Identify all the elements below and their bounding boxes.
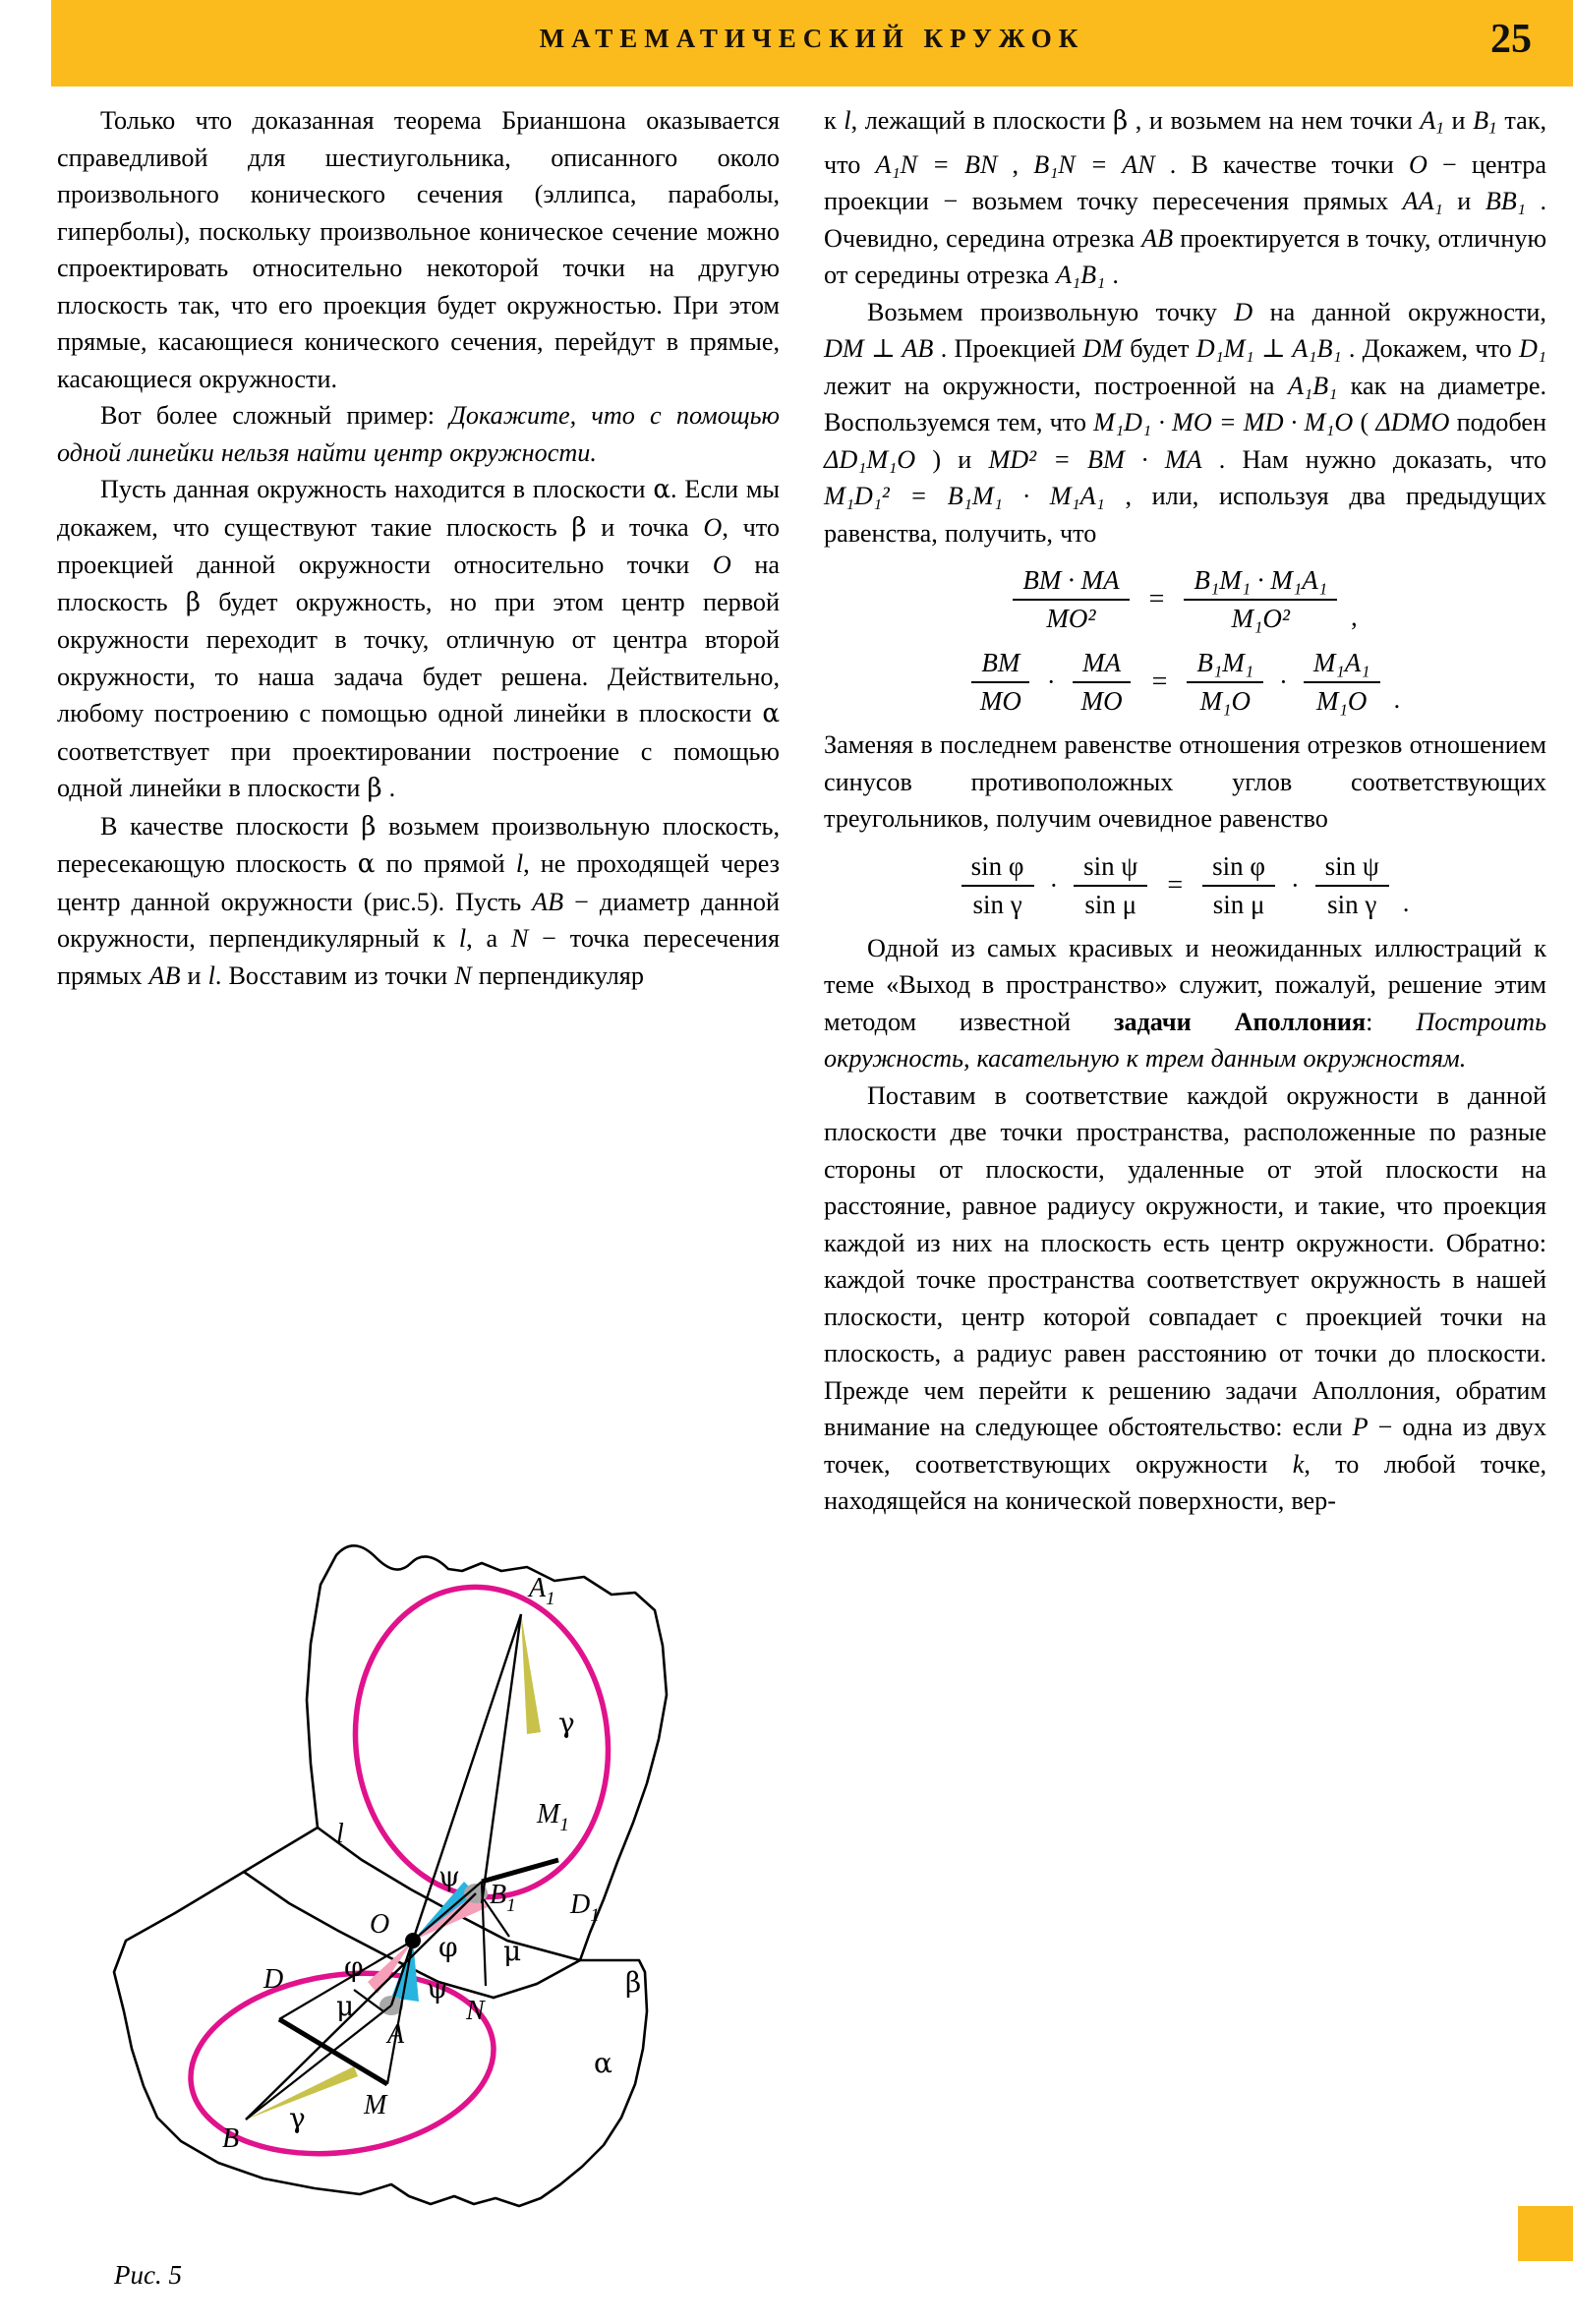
equals-sign: = [1148,584,1165,615]
right-column [824,102,1546,1520]
math-segment-DM: DM [1082,334,1123,364]
math-equation-A1N-BN: A₁N = BN [875,149,998,179]
fraction-B1M1-M1A1-over-M1O2: $\frac{\text{B₁M₁ · M₁A₁}}{\text{M₁O²}}$ [1184,565,1337,634]
page-title: МАТЕМАТИЧЕСКИЙ КРУЖОК [539,24,1085,53]
math-equation-MD-squared: MD² = BM · MA [988,444,1202,474]
display-equation-1 [824,565,1546,634]
math-point-B1: $B_1$ [1473,106,1497,138]
fraction-sinphi-over-singamma: $\frac{\text{sin φ}}{\text{sin γ}}$ [961,851,1034,920]
math-point-O: O [703,512,723,542]
period-trailing: . [1393,685,1401,715]
math-equation-M1D1-squared: M₁D₁² = B₁M₁ · M₁A₁ [824,482,1105,511]
math-relation-DM-perp-AB: DM ⊥ AB [824,334,934,364]
math-line-l: l [207,960,215,990]
greek-alpha: α [653,475,671,504]
math-segment-AB: AB [1141,223,1174,253]
fraction-sinpsi-over-singamma: $\frac{\text{sin ψ}}{\text{sin γ}}$ [1315,851,1389,920]
figure-label-mu-right: μ [503,1935,522,1967]
paragraph-apollonius-intro: Одной из самых красивых и неожиданных иллюстраций к теме «Выход в пространство» служит, пожалуй, решение этим методом известной задачи Аполлония: Построить окружность, касательную к трем данным окружностям. [824,933,1546,1074]
paragraph-points-A1B1: к l, лежащий в плоскости β , и возьмем на нем точки $A_1$ и $B_1$ так, что A₁N = BN , B₁N = AN . В качестве точки O − центра проекции − возьмем точку пересечения прямых AA₁ и BB₁ . Очевидно, середина отрезка AB проектируется в точку, отличную от середины отрезка A₁B₁ . [824,106,1547,290]
figure-label-N: N [466,1996,485,2026]
math-equation-B1N-AN: B₁N = AN [1033,149,1155,179]
figure-label-D1: $D_1$ [570,1889,600,1926]
dot-operator: · [1049,870,1059,900]
math-point-A1: $A_1$ [1420,106,1444,138]
figure-label-M1: $M_1$ [537,1799,569,1835]
fraction-MA-over-MO: $\frac{MA}{MO}$ [1072,648,1133,717]
fraction-BM-over-MO: $\frac{BM}{MO}$ [970,648,1031,717]
math-point-O: O [1408,149,1427,179]
figure-label-gamma-top: γ [558,1707,575,1739]
point-O-dot [405,1933,421,1948]
figure-caption: Рис. 5 [114,2260,182,2290]
fraction-B1M1-over-M1O: $\frac{\text{B₁M₁}}{\text{M₁O}}$ [1187,648,1263,717]
paragraph-plane-alpha: Пусть данная окружность находится в плоскости α. Если мы докажем, что существуют такие плоскость β и точка O, что проекцией данной окружности относительно точки O на плоскость β будет окружность, но при этом центр первой окружности переходит в точку, отличную от центра второй окружности, то наша задача будет решена. Действительно, любому построению с помощью одной линейки в плоскости α соответствует при проектировании построение с помощью одной линейки в плоскости β . [57,475,780,803]
math-line-BB1: BB₁ [1485,187,1526,216]
math-line-l: l [458,924,467,953]
math-point-N: N [510,924,529,953]
paragraph-example-intro: Вот более сложный пример: Докажите, что с помощью одной линейки нельзя найти центр окружности. [57,401,780,467]
figure-label-alpha: α [594,2047,612,2079]
paragraph-sine-substitution: Заменяя в последнем равенстве отношения отрезков отношением синусов противоположных углов соответствующих треугольников, получим очевидное равенство [824,730,1546,834]
dot-operator: · [1279,668,1288,697]
page-header-band [51,0,1573,87]
math-point-D1: D₁ [1518,334,1546,364]
corner-decoration-square [1518,2206,1573,2261]
math-triangle-D1M1O: ΔD₁M₁O [824,444,916,474]
figure-label-phi-right: φ [438,1931,458,1963]
figure-label-B1: $B_1$ [490,1880,516,1916]
paragraph-plane-beta: В качестве плоскости β возьмем произвольную плоскость, пересекающую плоскость α по прямой l, не проходящей через центр данной окружности (рис.5). Пусть AB − диаметр данной окружности, перпендикулярный к l, а N − точка пересечения прямых AB и l. Восставим из точки N перпендикуляр [57,811,780,990]
figure-label-M: M [364,2090,387,2121]
math-circle-k: k [1292,1449,1305,1479]
fraction-sinpsi-over-sinmu: $\frac{\text{sin ψ}}{\text{sin μ}}$ [1074,851,1147,920]
paragraph-point-D: Возьмем произвольную точку D на данной окружности, DM ⊥ AB . Проекцией DM будет D₁M₁ ⊥ A₁B₁ . Докажем, что D₁ лежит на окружности, построенной на A₁B₁ как на диаметре. Воспользуемся тем, что M₁D₁ · MO = MD · M₁O ( ΔDMO подобен ΔD₁M₁O ) и MD² = BM · MA . Нам нужно доказать, что M₁D₁² = B₁M₁ · M₁A₁ , или, используя два предыдущих равенства, получить, что [824,297,1547,548]
math-segment-A1B1: A₁B₁ [1056,261,1106,290]
math-line-l: l [844,106,851,135]
greek-beta: β [185,587,202,617]
figure-label-gamma-bottom: γ [289,2102,306,2134]
comma-trailing: , [1351,603,1358,632]
math-point-N: N [454,960,472,990]
math-segment-AB: AB [532,887,564,916]
fraction-sinphi-over-sinmu: $\frac{\text{sin φ}}{\text{sin μ}}$ [1202,851,1275,920]
equals-sign: = [1167,869,1184,901]
math-segment-A1B1: A₁B₁ [1287,371,1338,400]
figure-label-O: O [370,1909,390,1940]
figure-label-psi-bottom: ψ [427,1972,448,2004]
display-equation-2 [824,648,1546,717]
math-point-O: O [712,551,731,579]
figure-label-A1: $A_1$ [529,1573,555,1609]
greek-beta: β [571,512,587,543]
paragraph-brianchon: Только что доказанная теорема Брианшона оказывается справедливой для шестиугольника, описанного около произвольного конического сечения (эллипса, параболы, гиперболы), поскольку произвольное коническое сечение можно спроектировать относительно некоторой точки на другую плоскость так, что его проекция будет окружностью. При этом прямые, касающиеся конического сечения, перейдут в прямые, касающиеся окружности. [57,106,780,393]
greek-alpha: α [357,849,376,879]
greek-beta: β [361,811,377,842]
period-trailing: . [1402,888,1410,917]
figure-label-phi-left: φ [344,1950,364,1983]
page-number: 25 [1490,17,1532,62]
figure-label-beta: β [625,1966,642,1999]
figure-5-drawing [96,1528,883,2275]
figure-label-l: l [336,1819,344,1849]
figure-label-psi-top: ψ [438,1860,460,1892]
math-triangle-DMO: ΔDMO [1375,408,1450,437]
equals-sign: = [1151,667,1168,698]
figure-label-A: A [387,2019,405,2050]
greek-beta: β [1113,106,1129,136]
math-point-P: P [1352,1413,1369,1442]
problem-statement-ruler: Докажите, что с помощью одной линейки нельзя найти центр окружности. [57,401,780,467]
display-equation-3-sines [824,851,1546,920]
figure-label-D: D [263,1964,284,1995]
math-segment-AB: AB [148,960,181,990]
dot-operator: · [1046,668,1056,697]
dot-operator: · [1290,870,1300,900]
figure-5 [96,1528,883,2324]
article-body [0,87,1573,2290]
greek-beta: β [367,774,382,803]
left-column [57,102,780,2290]
fraction-BM-MA-over-MO2: $\frac{BM \cdot MA}{\text{MO²}}$ [1013,565,1129,634]
math-line-AA1: AA₁ [1402,187,1443,216]
figure-label-mu-left: μ [336,1990,355,2022]
math-point-D: D [1234,297,1253,326]
math-line-l: l [515,849,524,878]
math-equation-similar-products: M₁D₁ · MO = MD · M₁O [1093,408,1354,437]
fraction-M1A1-over-M1O: $\frac{\text{M₁A₁}}{\text{M₁O}}$ [1304,648,1380,717]
math-relation-D1M1-perp-A1B1: D₁M₁ ⊥ A₁B₁ [1195,334,1342,364]
figure-label-B: B [222,2123,240,2154]
apollonius-problem-statement: Построить окружность, касательную к трем данным окружностям. [824,1007,1546,1074]
paragraph-correspondence: Поставим в соответствие каждой окружности в данной плоскости две точки пространства, расположенные по разные стороны от плоскости, удаленные от этой плоскости на расстояние, равное радиусу окружности, и такие, что проекция каждой из них на плоскость есть центр окружности. Обратно: каждой точке пространства соответствует окружность в нашей плоскости, центр которой совпадает с проекцией точки на плоскость, а радиус равен расстоянию от точки до плоскости. Прежде чем перейти к решению задачи Аполлония, обратим внимание на следующее обстоятельство: если P − одна из двух точек, соответствующих окружности k, то любой точке, находящейся на конической поверхности, вер- [824,1080,1546,1516]
greek-alpha: α [762,699,780,728]
apollonius-problem-name: задачи Аполлония [1113,1007,1367,1036]
